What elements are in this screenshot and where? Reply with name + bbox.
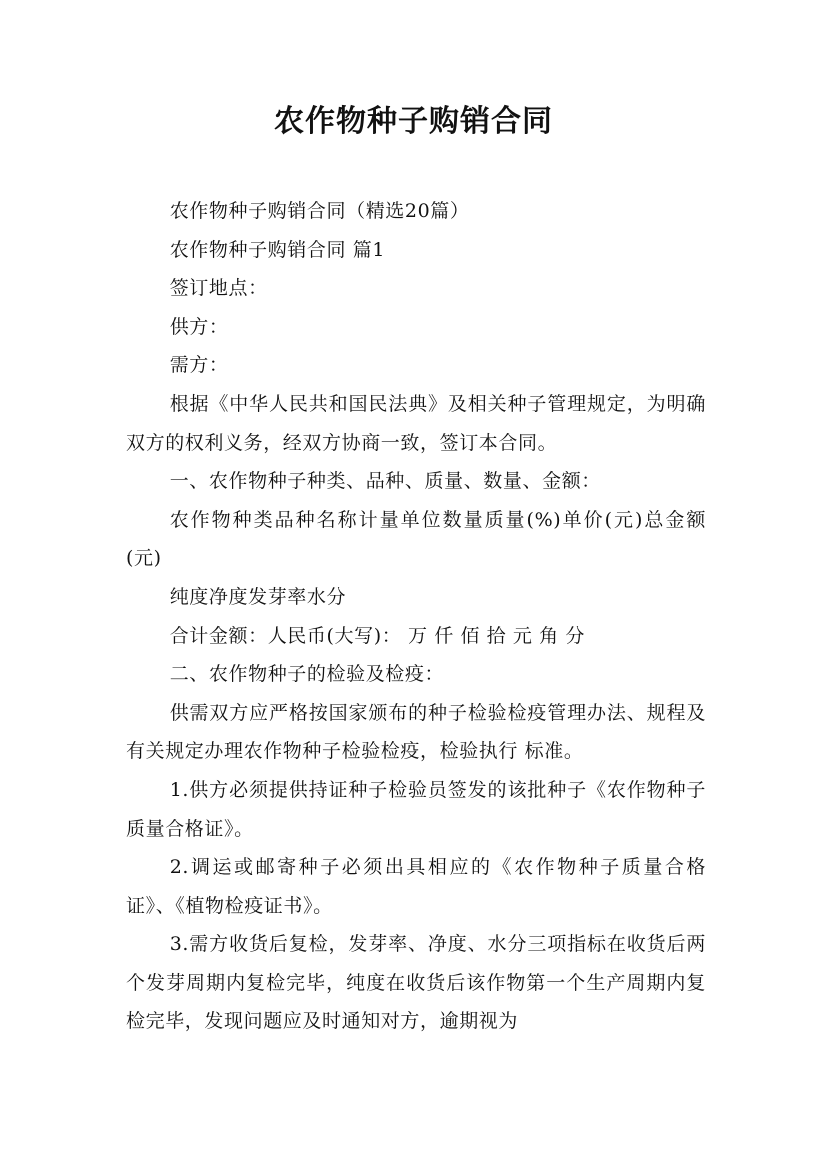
paragraph-total-amount: 合计金额：人民币(大写)： 万 仟 佰 拾 元 角 分 — [169, 624, 585, 647]
paragraph-section-heading: 农作物种子购销合同 篇1 — [169, 238, 386, 261]
paragraph-supplier: 供方： — [169, 315, 229, 338]
paragraph-signing-place: 签订地点： — [169, 277, 268, 300]
paragraph-buyer: 需方： — [169, 354, 229, 377]
paragraph-item-1: 1.供方必须提供持证种子检验员签发的该批种子《农作物种子质量合格证》。 — [126, 778, 706, 840]
paragraph-clause-2-heading: 二、农作物种子的检验及检疫： — [169, 663, 445, 686]
paragraph-quality-indicators: 纯度净度发芽率水分 — [169, 585, 347, 608]
paragraph-item-2: 2.调运或邮寄种子必须出具相应的《农作物种子质量合格证》、《植物检疫证书》。 — [126, 856, 706, 917]
paragraph-preamble: 根据《中华人民共和国民法典》及相关种子管理规定，为明确双方的权利义务，经双方协商一致，签订本合同。 — [126, 392, 706, 454]
paragraph-inspection-rules: 供需双方应严格按国家颁布的种子检验检疫管理办法、规程及有关规定办理农作物种子检验检疫，检验执行 标准。 — [126, 701, 706, 763]
document-title: 农作物种子购销合同 — [274, 104, 553, 139]
document-body — [126, 192, 706, 1041]
paragraph-subtitle: 农作物种子购销合同（精选20篇） — [169, 200, 470, 222]
paragraph-clause-1-heading: 一、农作物种子种类、品种、质量、数量、金额： — [169, 470, 601, 493]
paragraph-item-3: 3.需方收货后复检，发芽率、净度、水分三项指标在收货后两个发芽周期内复检完毕，纯度在收货后该作物第一个生产周期内复检完毕，发现问题应及时通知对方，逾期视为 — [126, 933, 706, 1033]
paragraph-table-header: 农作物种类品种名称计量单位数量质量(%)单价(元)总金额(元) — [126, 508, 706, 570]
